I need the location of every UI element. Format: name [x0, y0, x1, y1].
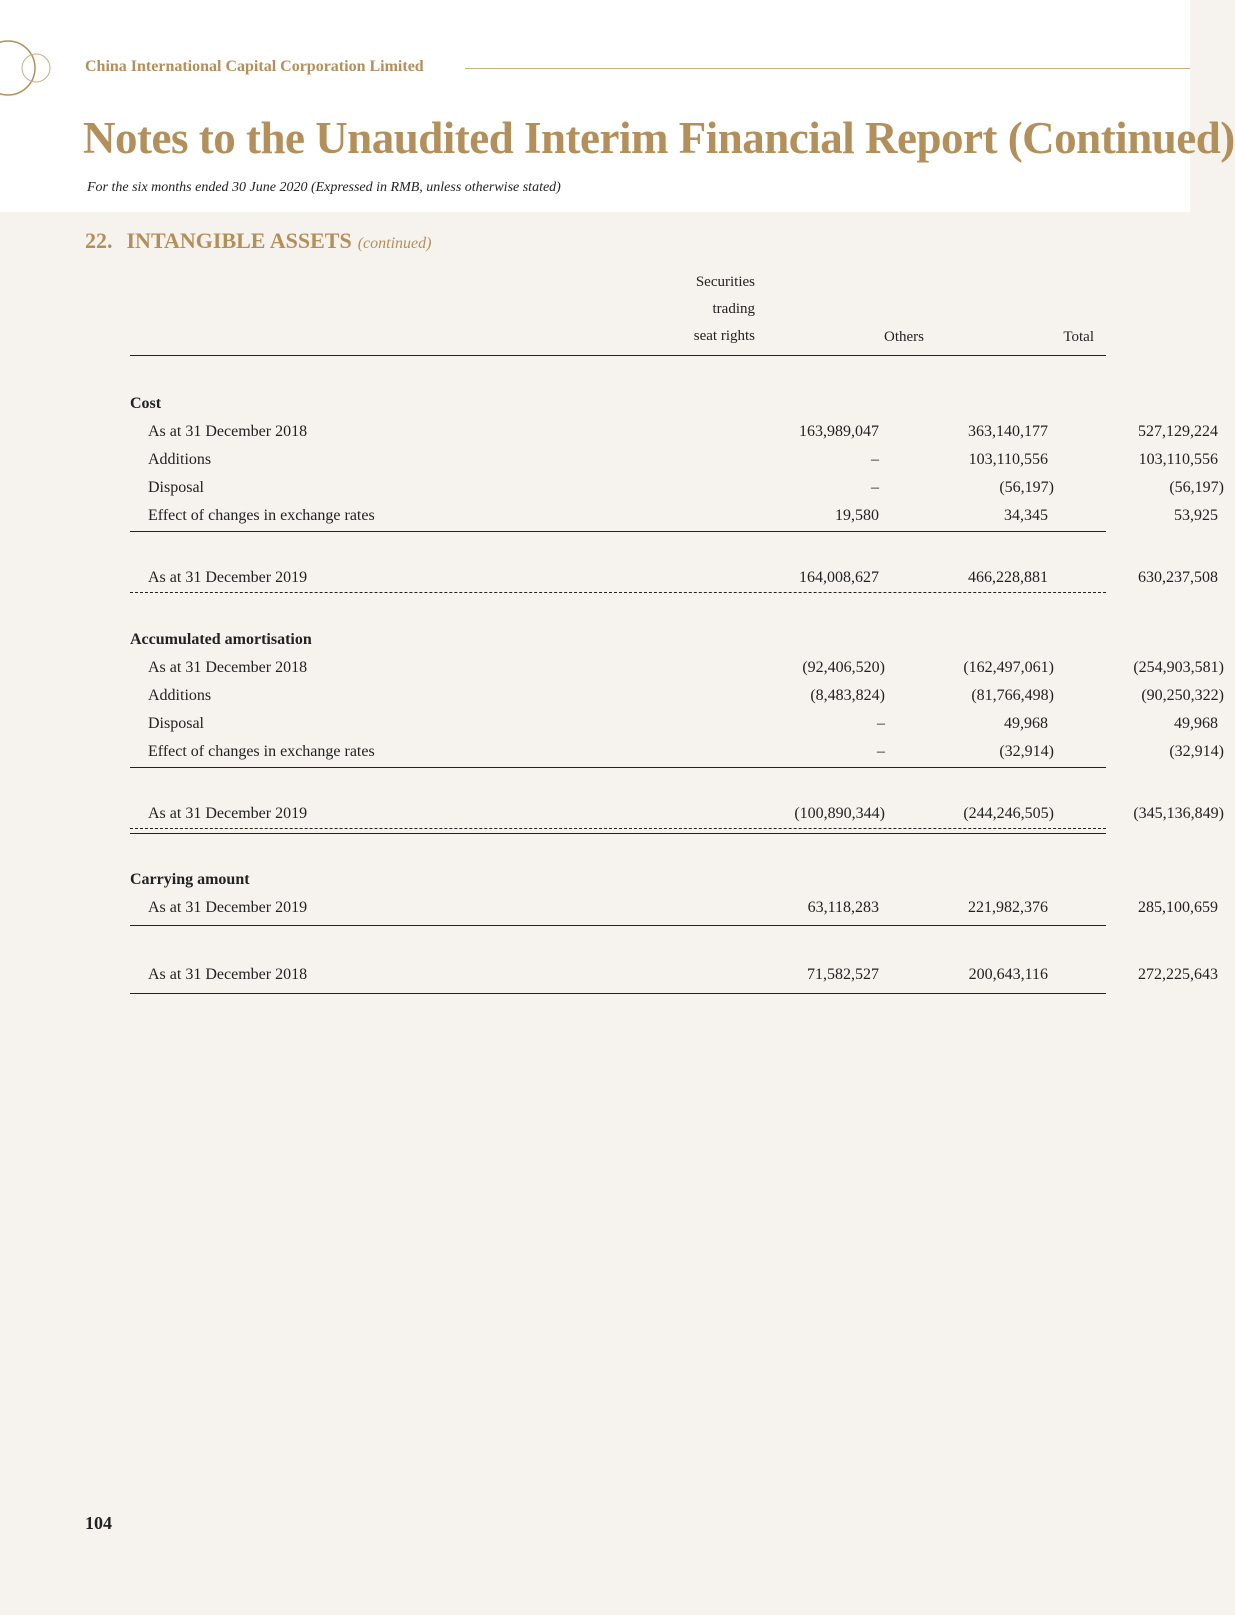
cell-others: (56,197) [999, 479, 1054, 496]
table-row [130, 659, 1224, 683]
cell-others: (32,914) [999, 743, 1054, 760]
total-double-rule [130, 833, 1106, 834]
cell-securities: (8,483,824) [810, 687, 885, 704]
cell-securities: 163,989,047 [799, 423, 879, 440]
cell-securities: – [871, 479, 879, 496]
table-row [130, 451, 1218, 475]
cell-securities: – [877, 743, 885, 760]
cell-others: 221,982,376 [968, 899, 1048, 916]
cost-heading-row [130, 395, 1106, 419]
cell-securities: (92,406,520) [802, 659, 885, 676]
section-title: INTANGIBLE ASSETS [126, 228, 352, 253]
company-name: China International Capital Corporation Limited [85, 58, 424, 75]
column-header-line: Securities [695, 274, 755, 290]
cell-total: (254,903,581) [1133, 659, 1224, 676]
column-header-line: seat rights [693, 328, 755, 344]
row-label: As at 31 December 2018 [148, 659, 308, 676]
table-row-total [130, 805, 1224, 829]
carrying-heading-row [130, 871, 1106, 895]
column-header-others: Others [884, 329, 924, 345]
cell-others: 34,345 [1004, 507, 1048, 524]
cell-securities: (100,890,344) [794, 805, 885, 822]
cell-securities: 71,582,527 [807, 966, 879, 983]
row-label: As at 31 December 2018 [148, 966, 308, 983]
amortisation-heading: Accumulated amortisation [130, 631, 312, 648]
table-row [130, 507, 1218, 531]
page-title: Notes to the Unaudited Interim Financial Report (Continued) [83, 113, 1235, 163]
cell-others: 466,228,881 [968, 569, 1048, 586]
cell-others: (81,766,498) [971, 687, 1054, 704]
cell-total: 630,237,508 [1138, 569, 1218, 586]
subtotal-rule [130, 767, 1106, 768]
row-label: Additions [148, 687, 212, 704]
subtotal-rule [130, 531, 1106, 532]
table-row [130, 715, 1218, 739]
cell-total: (90,250,322) [1141, 687, 1224, 704]
total-dashed-rule [130, 592, 1106, 593]
row-label: Disposal [148, 479, 204, 496]
cell-total: 53,925 [1174, 507, 1218, 524]
row-label: As at 31 December 2018 [148, 423, 308, 440]
cost-heading: Cost [130, 395, 162, 412]
cell-total: 285,100,659 [1138, 899, 1218, 916]
column-header-total: Total [1063, 329, 1094, 345]
table-row [130, 687, 1224, 711]
column-header-line: trading [712, 301, 755, 317]
section-heading [85, 228, 431, 254]
amortisation-heading-row [130, 631, 1106, 655]
column-header-securities [660, 269, 755, 350]
row-label: Additions [148, 451, 212, 468]
cell-securities: – [871, 451, 879, 468]
page-header [0, 0, 1235, 212]
cell-securities: – [877, 715, 885, 732]
cell-others: 103,110,556 [968, 451, 1048, 468]
row-label: Disposal [148, 715, 204, 732]
carrying-rule [130, 925, 1106, 926]
row-label: As at 31 December 2019 [148, 569, 308, 586]
row-label: Effect of changes in exchange rates [148, 743, 375, 760]
table-row [130, 899, 1218, 923]
page-number: 104 [85, 1513, 112, 1533]
table-row [130, 479, 1224, 503]
section-continued: (continued) [357, 235, 432, 252]
cell-securities: 19,580 [835, 507, 879, 524]
cell-total: (32,914) [1169, 743, 1224, 760]
cell-total: 272,225,643 [1138, 966, 1218, 983]
cell-others: (244,246,505) [963, 805, 1054, 822]
table-row [130, 423, 1218, 447]
carrying-heading: Carrying amount [130, 871, 250, 888]
cell-others: (162,497,061) [963, 659, 1054, 676]
cell-total: 103,110,556 [1138, 451, 1218, 468]
table-row-total [130, 569, 1218, 593]
table-row [130, 966, 1218, 990]
cell-others: 200,643,116 [968, 966, 1048, 983]
table-bottom-rule [130, 993, 1106, 994]
cell-total: (345,136,849) [1133, 805, 1224, 822]
row-label: As at 31 December 2019 [148, 805, 308, 822]
cell-total: (56,197) [1169, 479, 1224, 496]
header-underline [130, 355, 1106, 356]
row-label: Effect of changes in exchange rates [148, 507, 375, 524]
table-row [130, 743, 1224, 767]
cell-others: 49,968 [1004, 715, 1048, 732]
section-number: 22. [85, 228, 113, 253]
cell-others: 363,140,177 [968, 423, 1048, 440]
cell-total: 49,968 [1174, 715, 1218, 732]
total-dashed-rule [130, 828, 1106, 829]
header-rule [465, 68, 1190, 69]
row-label: As at 31 December 2019 [148, 899, 308, 916]
cell-total: 527,129,224 [1138, 423, 1218, 440]
period-subtitle: For the six months ended 30 June 2020 (Expressed in RMB, unless otherwise stated) [87, 180, 561, 195]
logo-circles-icon [0, 38, 56, 100]
cell-securities: 63,118,283 [807, 899, 879, 916]
cell-securities: 164,008,627 [799, 569, 879, 586]
